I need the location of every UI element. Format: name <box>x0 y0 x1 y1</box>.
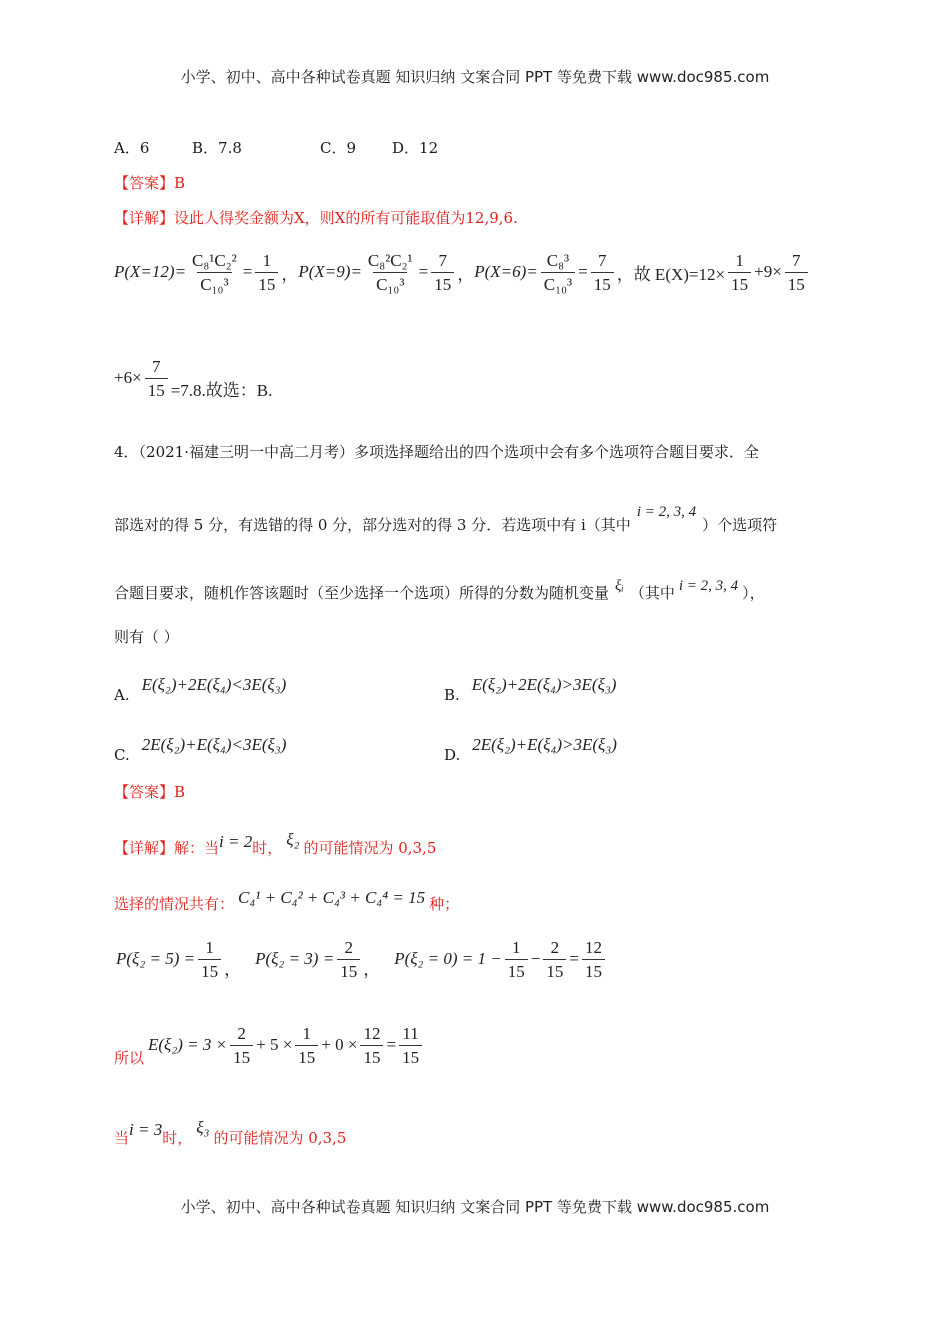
q3-answer: 【答案】B <box>114 174 186 192</box>
fraction: $\frac{12}{15}$ <box>582 939 605 980</box>
q4-detail-i2: 【详解】解：当i = 2时， ξ₂ 的可能情况为 0,3,5 <box>114 830 437 857</box>
page-footer-banner: 小学、初中、高中各种试卷真题 知识归纳 文案合同 PPT 等免费下载 www.doc985.com <box>180 1198 770 1216</box>
fraction: $\frac{\text{C₈³}}{\text{C₁₀³}}$ <box>541 252 575 293</box>
q4-stem-line2: 部选对的得 5 分，有选错的得 0 分，部分选对的得 3 分．若选项中有 i（其中i = 2, 3, 4）个选项符 <box>114 504 778 534</box>
q3-probability-line: P(X=12)= $\frac{\text{C₈¹C₂²}}{\text{C₁₀³}}$ = $\frac{1}{15}$ ， P(X=9)= $\frac{\text{C₈²C₂¹}}{\text{C₁₀³}}$ = $\frac{7}{15}$ ， P(X=6)= $\frac{\text{C₈³}}{\text{C₁₀³}}$ = $\frac{7}{15}$ ， 故 E(X)=12× $\frac{1}{15}$ +9× $\frac{7}{15}$ <box>114 244 811 300</box>
q4-detail-i3: 当i = 3时，ξ₃的可能情况为 0,3,5 <box>114 1118 347 1147</box>
fraction: $\frac{7}{15}$ <box>431 252 454 293</box>
q3-option-d: D．12 <box>392 139 439 157</box>
fraction: $\frac{1}{15}$ <box>198 939 221 980</box>
fraction: $\frac{2}{15}$ <box>337 939 360 980</box>
fraction: $\frac{7}{15}$ <box>591 252 614 293</box>
q4-stem-line4: 则有（ ） <box>114 628 179 646</box>
fraction: $\frac{7}{15}$ <box>785 252 808 293</box>
q3-option-a: A．6 <box>114 139 150 157</box>
q3-option-c: C．9 <box>320 139 357 157</box>
fraction: $\frac{1}{15}$ <box>505 939 528 980</box>
fraction: $\frac{7}{15}$ <box>145 358 168 399</box>
fraction: $\frac{11}{15}$ <box>399 1025 422 1066</box>
page-header-banner: 小学、初中、高中各种试卷真题 知识归纳 文案合同 PPT 等免费下载 www.doc985.com <box>180 68 770 86</box>
fraction: $\frac{1}{15}$ <box>728 252 751 293</box>
q4-stem-line3: 合题目要求，随机作答该题时（至少选择一个选项）所得的分数为随机变量 ξᵢ （其中 i = 2, 3, 4 ）， <box>114 578 765 602</box>
q4-choice-b: B.E(ξ₂)+2E(ξ₄)>3E(ξ₃) <box>444 675 617 704</box>
fraction: $\frac{\text{C₈¹C₂²}}{\text{C₁₀³}}$ <box>192 250 237 294</box>
fraction: $\frac{1}{15}$ <box>295 1025 318 1066</box>
fraction: $\frac{\text{C₈²C₂¹}}{\text{C₁₀³}}$ <box>367 250 413 294</box>
q4-probabilities: P(ξ₂ = 5) = $\frac{1}{15}$ ， P(ξ₂ = 3) = $\frac{2}{15}$ ， P(ξ₂ = 0) = 1 − $\frac{1}{15}$ − $\frac{2}{15}$ = $\frac{12}{15}$ <box>116 932 608 986</box>
q4-stem-line1: 4．（2021·福建三明一中高二月考）多项选择题给出的四个选项中会有多个选项符合题目要求．全 <box>114 443 759 461</box>
q4-choice-c: C.2E(ξ₂)+E(ξ₄)<3E(ξ₃) <box>114 735 287 764</box>
q3-detail: 【详解】设此人得奖金额为X，则X的所有可能取值为12,9,6. <box>114 209 518 227</box>
q4-choice-a: A.E(ξ₂)+2E(ξ₄)<3E(ξ₃) <box>114 675 287 704</box>
q3-option-b: B．7.8 <box>192 139 242 157</box>
q3-expectation-continued: +6× $\frac{7}{15}$ =7.8.故选：B. <box>114 356 273 400</box>
q4-choice-d: D.2E(ξ₂)+E(ξ₄)>3E(ξ₃) <box>444 735 617 764</box>
q4-expectation: 所以 E(ξ₂) = 3 × $\frac{2}{15}$ + 5 × $\frac{1}{15}$ + 0 × $\frac{12}{15}$ = $\frac{11}{15}$ <box>114 1018 425 1072</box>
q4-count-line: 选择的情况共有： C₄¹ + C₄² + C₄³ + C₄⁴ = 15 种； <box>114 888 460 913</box>
fraction: $\frac{12}{15}$ <box>360 1025 383 1066</box>
q4-answer: 【答案】B <box>114 783 186 801</box>
fraction: $\frac{2}{15}$ <box>543 939 566 980</box>
fraction: $\frac{2}{15}$ <box>230 1025 253 1066</box>
fraction: $\frac{1}{15}$ <box>255 252 278 293</box>
